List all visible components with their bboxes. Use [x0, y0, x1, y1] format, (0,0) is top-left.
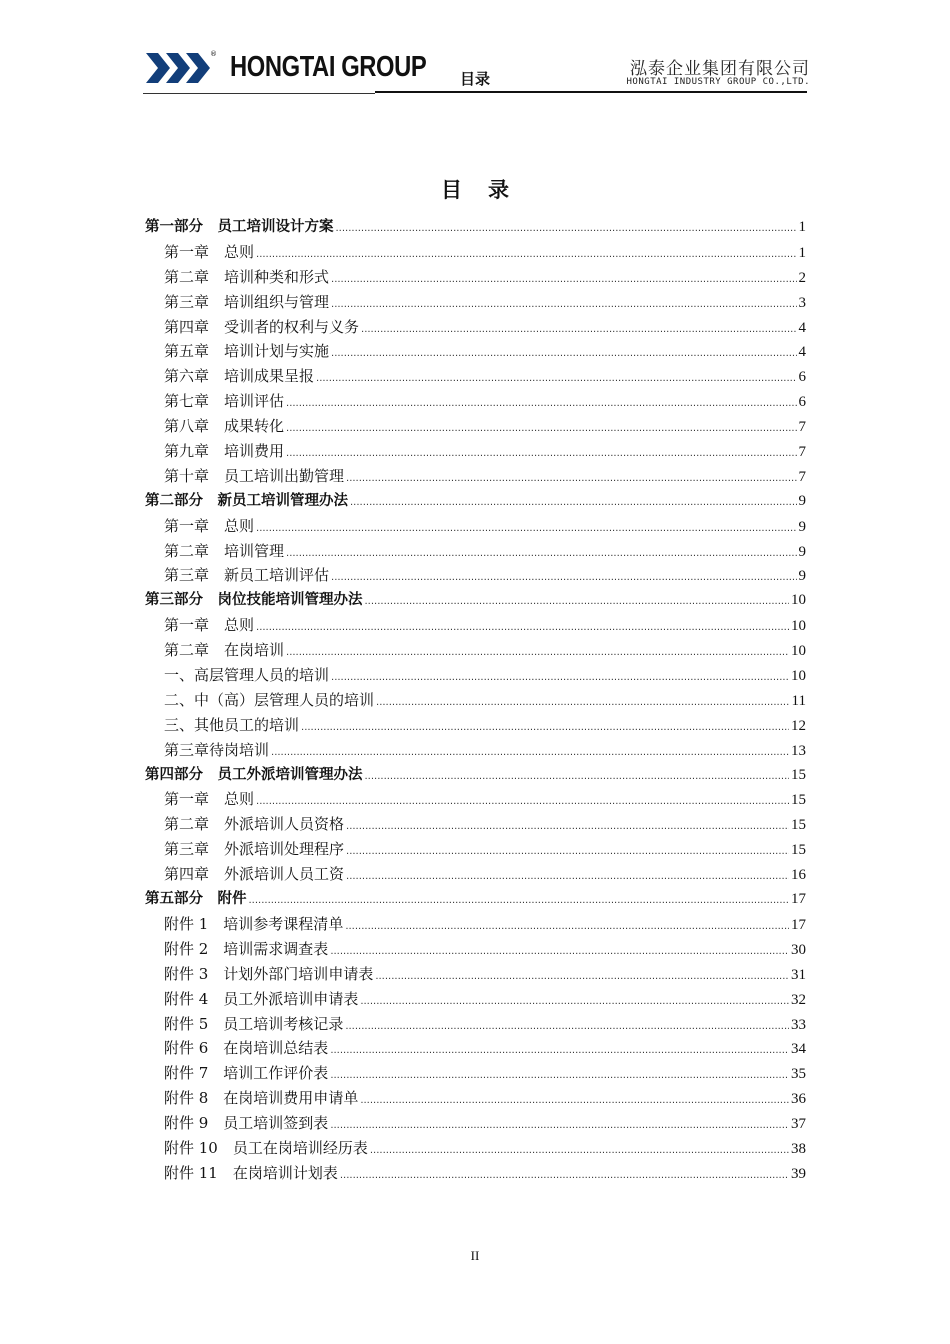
toc-part-entry[interactable]: [145, 588, 806, 613]
header-section-title: 目录: [460, 70, 491, 88]
toc-entry-label: 第五部分 附件: [145, 891, 247, 908]
toc-entry-page: 13: [791, 742, 806, 759]
toc-entry-label: 附件 1 培训参考课程清单: [164, 914, 344, 933]
toc-leader-dots: [256, 243, 796, 268]
toc-entry-label: 第十章 员工培训出勤管理: [164, 466, 345, 485]
toc-leader-dots: [345, 1015, 789, 1040]
toc-entry-label: 附件 4 员工外派培训申请表: [164, 989, 359, 1008]
toc-entry-page: 39: [791, 1165, 806, 1182]
toc-leader-dots: [345, 915, 789, 940]
toc-chapter-entry[interactable]: [145, 514, 806, 539]
toc-chapter-entry[interactable]: [145, 290, 806, 315]
toc-entry-label: 第六章 培训成果呈报: [164, 367, 315, 386]
toc-entry-page: 9: [798, 492, 806, 509]
header-rule-thick: [375, 91, 807, 93]
toc-chapter-entry[interactable]: [145, 389, 806, 414]
toc-chapter-entry[interactable]: [145, 937, 806, 962]
toc-entry-label: 附件 6 在岗培训总结表: [164, 1039, 329, 1058]
toc-chapter-entry[interactable]: [145, 738, 806, 763]
toc-entry-label: 附件 11 在岗培训计划表: [164, 1163, 338, 1182]
toc-leader-dots: [331, 268, 796, 293]
toc-entry-page: 4: [798, 344, 806, 361]
toc-leader-dots: [286, 392, 796, 417]
toc-entry-page: 4: [798, 319, 806, 336]
toc-chapter-entry[interactable]: [145, 439, 806, 464]
toc-chapter-entry[interactable]: [145, 713, 806, 738]
toc-chapter-entry[interactable]: [145, 1161, 806, 1186]
page-header: [0, 0, 950, 100]
toc-entry-page: 10: [791, 592, 806, 609]
toc-entry-label: 第二章 在岗培训: [164, 641, 285, 660]
toc-entry-page: 10: [791, 668, 806, 685]
toc-entry-page: 17: [791, 891, 806, 908]
toc-leader-dots: [330, 1039, 789, 1064]
toc-entry-label: 第三章 外派培训处理程序: [164, 840, 345, 859]
toc-leader-dots: [249, 889, 790, 914]
toc-entry-page: 7: [798, 419, 806, 436]
toc-entry-label: 一、高层管理人员的培训: [164, 666, 330, 685]
toc-leader-dots: [330, 1064, 789, 1089]
toc-chapter-entry[interactable]: [145, 663, 806, 688]
toc-entry-page: 30: [791, 941, 806, 958]
toc-entry-label: 第一章 总则: [164, 790, 255, 809]
toc-entry-label: 第一章 总则: [164, 242, 255, 261]
toc-chapter-entry[interactable]: [145, 962, 806, 987]
toc-leader-dots: [331, 293, 796, 318]
toc-entry-page: 17: [791, 916, 806, 933]
toc-leader-dots: [361, 318, 796, 343]
toc-entry-label: 附件 5 员工培训考核记录: [164, 1014, 344, 1033]
toc-entry-label: 第四章 受训者的权利与义务: [164, 317, 360, 336]
toc-leader-dots: [375, 965, 789, 990]
toc-entry-label: 第七章 培训评估: [164, 392, 285, 411]
toc-chapter-entry[interactable]: [145, 688, 806, 713]
toc-leader-dots: [286, 542, 796, 567]
toc-chapter-entry[interactable]: [145, 240, 806, 265]
header-rule-thin: [143, 93, 375, 94]
toc-leader-dots: [286, 641, 789, 666]
toc-entry-page: 6: [798, 394, 806, 411]
toc-entry-label: 第二章 培训管理: [164, 541, 285, 560]
toc-entry-page: 10: [791, 643, 806, 660]
toc-leader-dots: [286, 442, 796, 467]
toc-entry-page: 38: [791, 1140, 806, 1157]
toc-leader-dots: [340, 1164, 789, 1189]
registered-mark: ®: [210, 50, 217, 58]
toc-entry-page: 16: [791, 867, 806, 884]
toc-entry-label: 第三章待岗培训: [164, 740, 270, 759]
toc-leader-dots: [331, 566, 796, 591]
toc-chapter-entry[interactable]: [145, 787, 806, 812]
toc-part-entry[interactable]: [145, 887, 806, 912]
toc-chapter-entry[interactable]: [145, 539, 806, 564]
toc-entry-page: 2: [798, 269, 806, 286]
toc-entry-page: 7: [798, 468, 806, 485]
toc-leader-dots: [370, 1139, 789, 1164]
toc-leader-dots: [256, 517, 796, 542]
toc-leader-dots: [346, 840, 789, 865]
toc-part-entry[interactable]: [145, 489, 806, 514]
toc-chapter-entry[interactable]: [145, 1086, 806, 1111]
toc-entry-page: 37: [791, 1116, 806, 1133]
toc-leader-dots: [286, 417, 796, 442]
toc-entry-page: 1: [798, 244, 806, 261]
toc-chapter-entry[interactable]: [145, 837, 806, 862]
table-of-contents: [145, 215, 806, 1186]
toc-chapter-entry[interactable]: [145, 464, 806, 489]
toc-chapter-entry[interactable]: [145, 339, 806, 364]
toc-chapter-entry[interactable]: [145, 364, 806, 389]
toc-entry-page: 35: [791, 1066, 806, 1083]
toc-entry-page: 7: [798, 444, 806, 461]
toc-leader-dots: [331, 666, 789, 691]
toc-entry-label: 第三章 培训组织与管理: [164, 292, 330, 311]
toc-entry-label: 附件 8 在岗培训费用申请单: [164, 1089, 359, 1108]
toc-leader-dots: [256, 616, 789, 641]
toc-entry-label: 附件 10 员工在岗培训经历表: [164, 1138, 368, 1157]
company-name-en: HONGTAI INDUSTRY GROUP CO.,LTD.: [626, 77, 810, 87]
toc-entry-page: 15: [791, 817, 806, 834]
toc-entry-label: 第二部分 新员工培训管理办法: [145, 492, 348, 509]
toc-leader-dots: [346, 865, 789, 890]
toc-leader-dots: [330, 1114, 789, 1139]
toc-chapter-entry[interactable]: [145, 1061, 806, 1086]
logo-wordmark: HONGTAI GROUP: [230, 51, 427, 83]
toc-chapter-entry[interactable]: [145, 912, 806, 937]
toc-entry-label: 第一章 总则: [164, 516, 255, 535]
toc-entry-page: 15: [791, 766, 806, 783]
toc-entry-page: 3: [798, 294, 806, 311]
toc-entry-page: 15: [791, 792, 806, 809]
page-title: 目录: [441, 178, 535, 202]
toc-leader-dots: [365, 765, 790, 790]
toc-chapter-entry[interactable]: [145, 1012, 806, 1037]
toc-entry-page: 9: [798, 568, 806, 585]
page-number: II: [470, 1248, 480, 1263]
toc-entry-page: 1: [798, 219, 806, 235]
toc-leader-dots: [301, 716, 789, 741]
toc-leader-dots: [346, 467, 796, 492]
toc-entry-label: 附件 2 培训需求调查表: [164, 939, 329, 958]
toc-entry-page: 34: [791, 1041, 806, 1058]
toc-entry-label: 二、中（高）层管理人员的培训: [164, 690, 375, 709]
toc-leader-dots: [360, 990, 789, 1015]
toc-entry-label: 第二章 培训种类和形式: [164, 267, 330, 286]
toc-part-entry[interactable]: [145, 763, 806, 788]
toc-entry-page: 33: [791, 1016, 806, 1033]
toc-part-entry[interactable]: [145, 215, 806, 240]
toc-entry-label: 三、其他员工的培训: [164, 715, 300, 734]
toc-chapter-entry[interactable]: [145, 812, 806, 837]
toc-leader-dots: [316, 367, 796, 392]
toc-entry-page: 15: [791, 842, 806, 859]
toc-entry-page: 10: [791, 618, 806, 635]
toc-entry-label: 第四部分 员工外派培训管理办法: [145, 766, 363, 783]
toc-chapter-entry[interactable]: [145, 315, 806, 340]
toc-leader-dots: [336, 217, 797, 242]
toc-entry-page: 36: [791, 1091, 806, 1108]
toc-entry-label: 第九章 培训费用: [164, 442, 285, 461]
company-logo: [146, 48, 427, 88]
toc-chapter-entry[interactable]: [145, 414, 806, 439]
company-name-cn: 泓泰企业集团有限公司: [630, 59, 810, 79]
toc-chapter-entry[interactable]: [145, 862, 806, 887]
toc-leader-dots: [330, 940, 789, 965]
toc-entry-label: 第二章 外派培训人员资格: [164, 815, 345, 834]
toc-leader-dots: [346, 815, 789, 840]
toc-entry-label: 第八章 成果转化: [164, 417, 285, 436]
toc-entry-page: 31: [791, 966, 806, 983]
toc-chapter-entry[interactable]: [145, 1036, 806, 1061]
toc-entry-page: 32: [791, 991, 806, 1008]
toc-chapter-entry[interactable]: [145, 265, 806, 290]
toc-entry-label: 第一章 总则: [164, 616, 255, 635]
toc-leader-dots: [376, 691, 790, 716]
toc-entry-page: 9: [798, 518, 806, 535]
toc-entry-label: 第五章 培训计划与实施: [164, 342, 330, 361]
toc-entry-page: 6: [798, 369, 806, 386]
toc-chapter-entry[interactable]: [145, 1111, 806, 1136]
toc-chapter-entry[interactable]: [145, 638, 806, 663]
toc-chapter-entry[interactable]: [145, 987, 806, 1012]
toc-entry-label: 附件 3 计划外部门培训申请表: [164, 964, 374, 983]
toc-chapter-entry[interactable]: [145, 563, 806, 588]
toc-entry-page: 9: [798, 543, 806, 560]
toc-entry-page: 12: [791, 717, 806, 734]
toc-leader-dots: [350, 491, 797, 516]
toc-entry-label: 第三部分 岗位技能培训管理办法: [145, 592, 363, 609]
toc-leader-dots: [360, 1089, 789, 1114]
toc-leader-dots: [331, 342, 796, 367]
toc-entry-label: 第一部分 员工培训设计方案: [145, 219, 334, 235]
toc-entry-label: 第三章 新员工培训评估: [164, 566, 330, 585]
toc-entry-label: 附件 9 员工培训签到表: [164, 1114, 329, 1133]
toc-entry-label: 第四章 外派培训人员工资: [164, 865, 345, 884]
toc-entry-page: 11: [791, 692, 806, 709]
toc-entry-label: 附件 7 培训工作评价表: [164, 1064, 329, 1083]
toc-chapter-entry[interactable]: [145, 613, 806, 638]
toc-leader-dots: [365, 590, 790, 615]
toc-chapter-entry[interactable]: [145, 1136, 806, 1161]
